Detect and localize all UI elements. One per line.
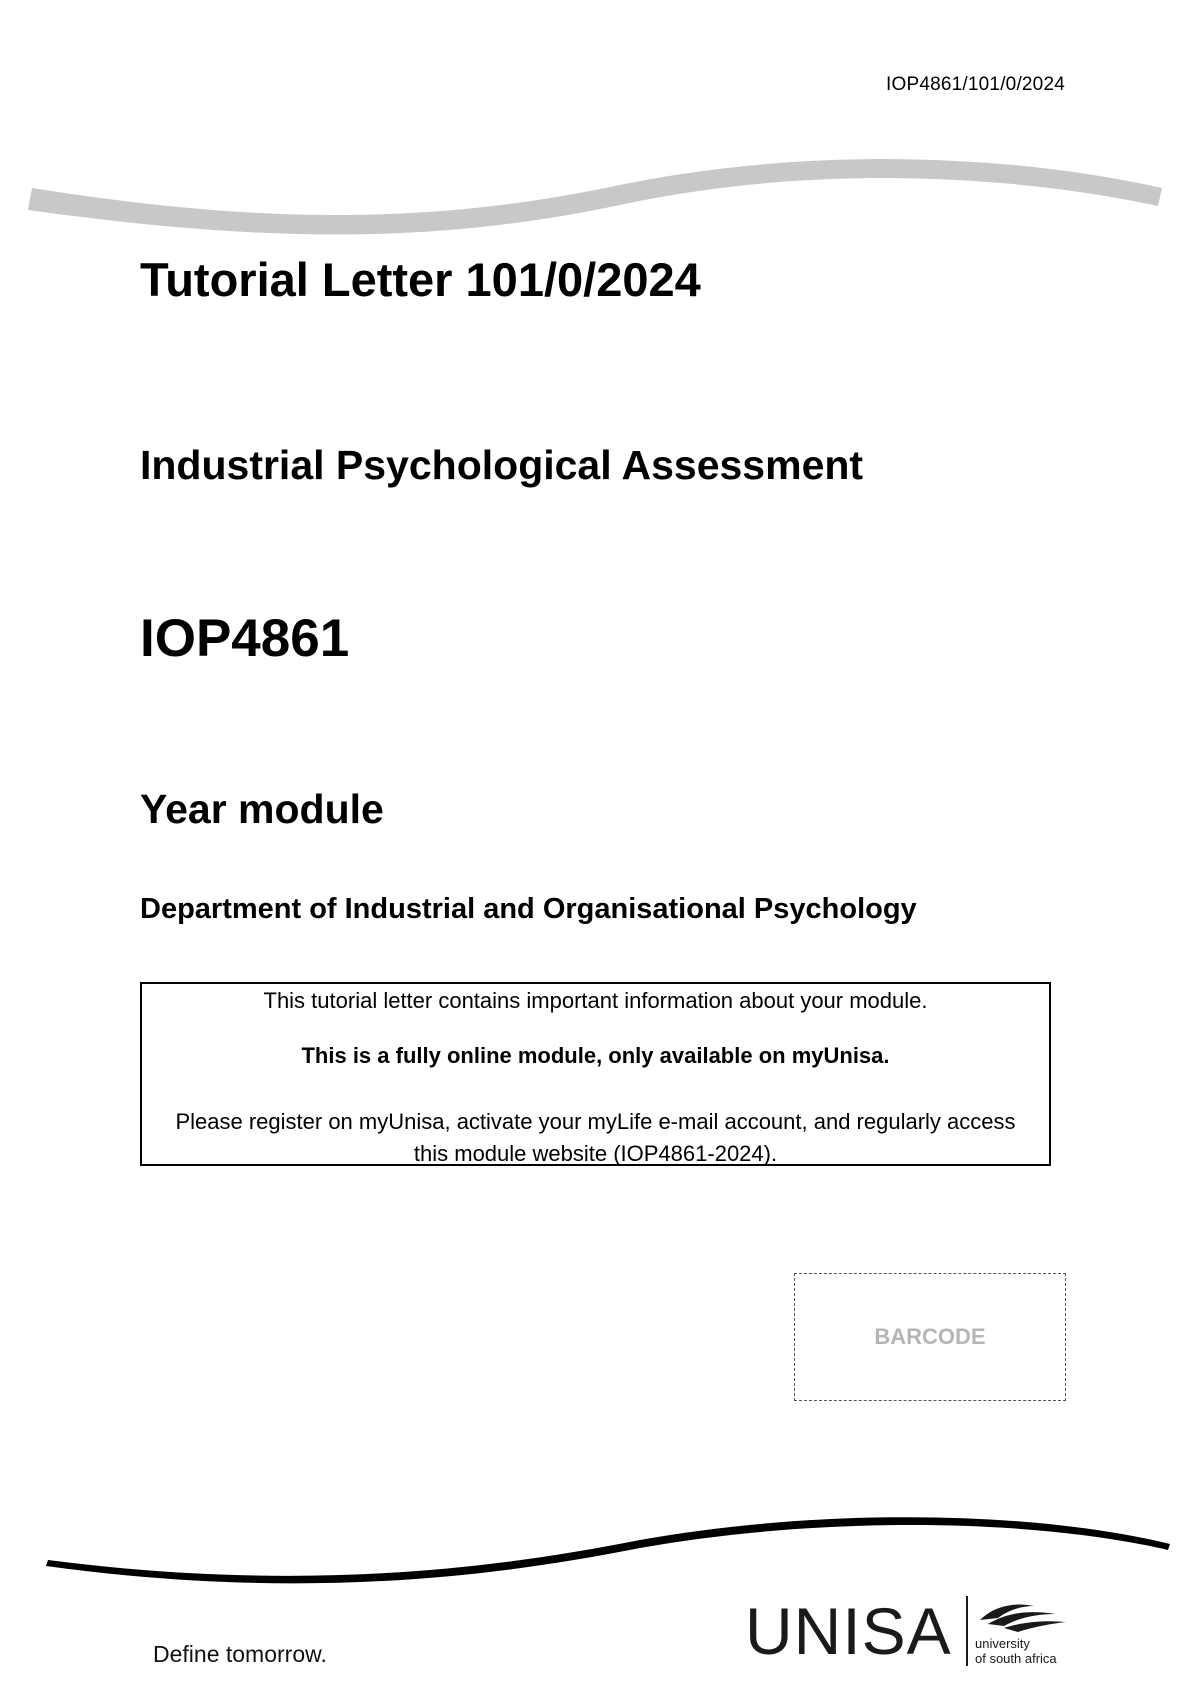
top-swoosh-decoration bbox=[0, 130, 1200, 250]
logo-university-text bbox=[975, 1636, 1057, 1666]
bird-emblem-icon bbox=[974, 1598, 1074, 1634]
unisa-logo bbox=[745, 1596, 1075, 1670]
department-name: Department of Industrial and Organisational Psychology bbox=[140, 893, 917, 925]
module-period: Year module bbox=[140, 786, 384, 832]
logo-divider bbox=[966, 1596, 968, 1666]
bottom-swoosh-line bbox=[46, 1517, 1170, 1583]
module-name: Industrial Psychological Assessment bbox=[140, 442, 864, 488]
notice-line-online: This is a fully online module, only available on myUnisa. bbox=[301, 1043, 890, 1068]
module-code: IOP4861 bbox=[140, 609, 350, 668]
barcode-label: BARCODE bbox=[874, 1324, 986, 1349]
logo-text-line2: of south africa bbox=[975, 1651, 1057, 1666]
notice-box bbox=[140, 982, 1051, 1166]
tagline: Define tomorrow. bbox=[153, 1641, 327, 1667]
document-reference: IOP4861/101/0/2024 bbox=[886, 74, 1065, 95]
logo-wordmark: UNISA bbox=[745, 1594, 952, 1668]
notice-line-register: Please register on myUnisa, activate your myLife e-mail account, and regularly access this module website (IOP4861-2024). bbox=[175, 1109, 1016, 1166]
notice-line-info: This tutorial letter contains important information about your module. bbox=[263, 988, 928, 1013]
logo-text-line1: university bbox=[975, 1636, 1030, 1651]
barcode-placeholder bbox=[794, 1273, 1066, 1401]
top-swoosh-band bbox=[28, 159, 1162, 234]
page-title: Tutorial Letter 101/0/2024 bbox=[140, 253, 701, 306]
bottom-swoosh-decoration bbox=[0, 1500, 1200, 1600]
